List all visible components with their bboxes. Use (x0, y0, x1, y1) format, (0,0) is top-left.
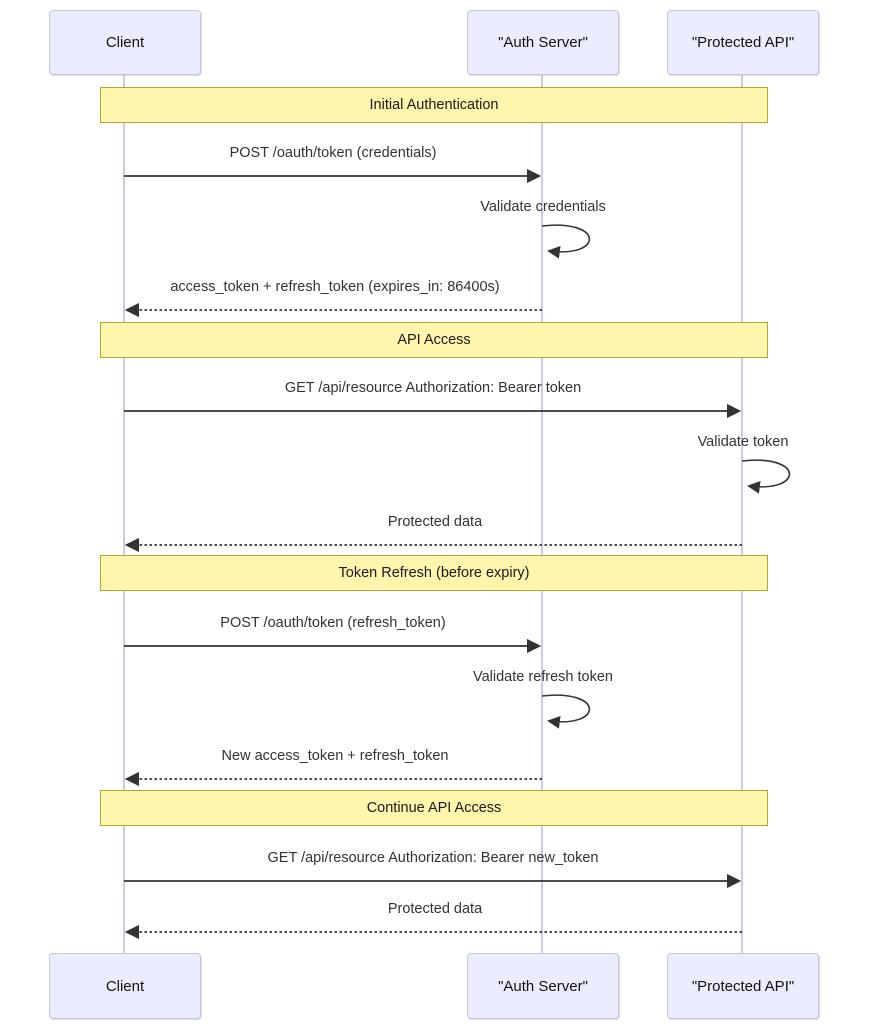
actor-client-top (49, 10, 201, 75)
message-3-label: access_token + refresh_token (expires_in: 86400s) (170, 279, 500, 295)
actor-client-bottom (49, 953, 201, 1019)
actor-auth-server-bottom (467, 953, 619, 1019)
message-8-label: Validate refresh token (473, 669, 613, 685)
section-label: API Access (397, 332, 471, 348)
message-2-self-loop-arrow (542, 225, 589, 252)
message-7-label: POST /oauth/token (refresh_token) (220, 615, 446, 631)
actor-label: "Protected API" (691, 34, 795, 51)
actor-protected-api-bottom (667, 953, 819, 1019)
message-11-label: Protected data (387, 901, 483, 917)
actor-label: Client (105, 34, 145, 51)
section-label: Initial Authentication (369, 97, 499, 113)
message-2-label: Validate credentials (480, 199, 606, 215)
actor-label: "Protected API" (691, 977, 795, 995)
message-9-label: New access_token + refresh_token (221, 748, 449, 764)
message-4-label: GET /api/resource Authorization: Bearer token (284, 380, 582, 396)
actor-label: Client (105, 977, 145, 995)
message-1-label: POST /oauth/token (credentials) (229, 145, 437, 161)
section-banner-api-access (100, 322, 768, 358)
actor-label: "Auth Server" (498, 34, 588, 51)
message-5-self-loop-arrow (742, 460, 789, 487)
section-banner-continue-api-access (100, 790, 768, 826)
section-banner-initial-authentication (100, 87, 768, 123)
actor-auth-server-top (467, 10, 619, 75)
message-6-label: Protected data (387, 514, 483, 530)
message-5-label: Validate token (697, 434, 789, 450)
actor-protected-api-top (667, 10, 819, 75)
section-label: Continue API Access (366, 800, 502, 816)
section-label: Token Refresh (before expiry) (338, 565, 530, 581)
actor-label: "Auth Server" (498, 977, 588, 995)
message-10-label: GET /api/resource Authorization: Bearer new_token (267, 850, 599, 866)
section-banner-token-refresh (100, 555, 768, 591)
message-8-self-loop-arrow (542, 695, 589, 722)
